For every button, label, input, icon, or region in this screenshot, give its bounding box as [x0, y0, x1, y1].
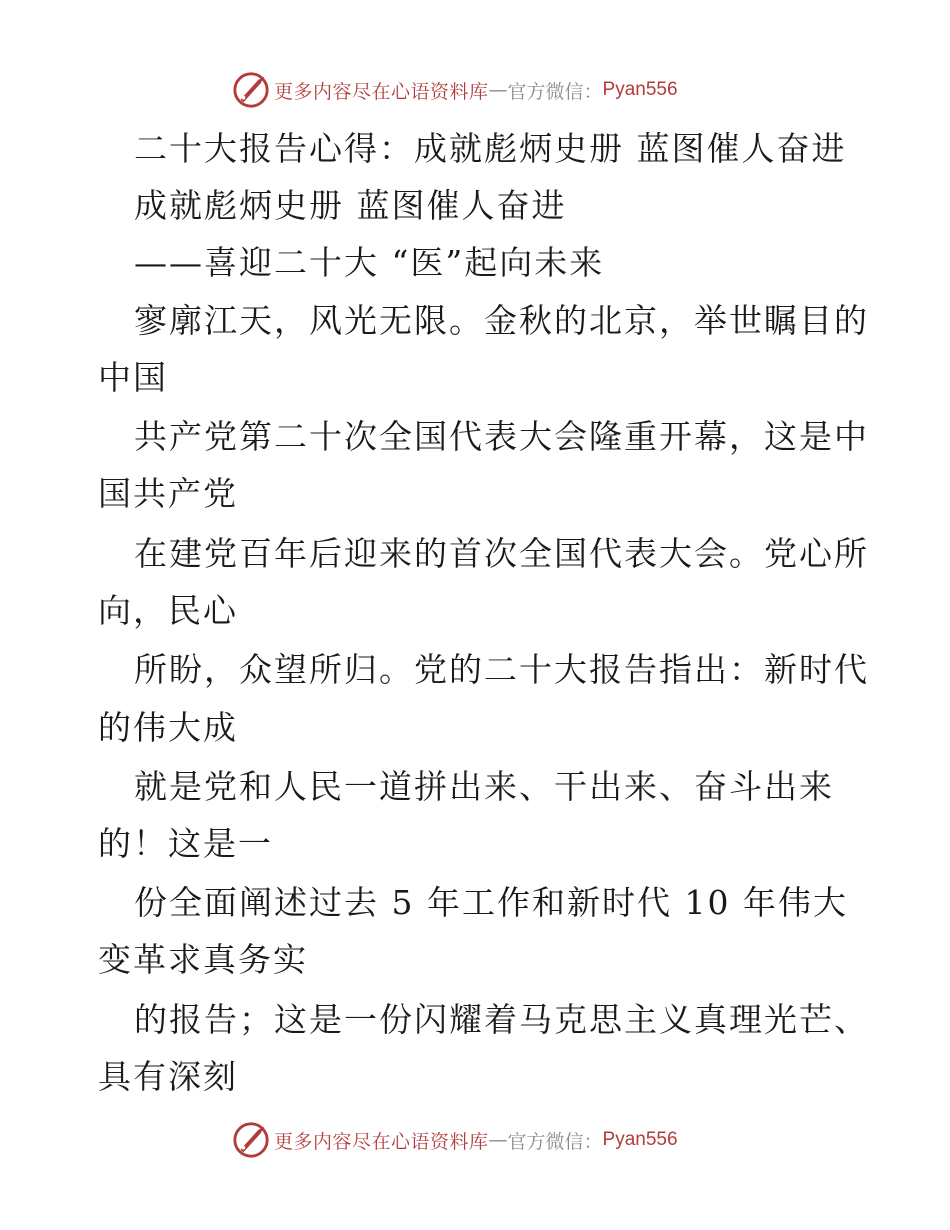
text-line: 的报告；这是一份闪耀着马克思主义真理光芒、: [134, 1000, 869, 1039]
text-line: 的伟大成: [98, 708, 238, 747]
document-tagline: ——喜迎二十大 “医”起向未来: [134, 243, 605, 282]
text-line: 份全面阐述过去 5 年工作和新时代 10 年伟大: [134, 883, 848, 922]
text-line: 具有深刻: [98, 1057, 238, 1096]
text-line: 寥廓江天，风光无限。金秋的北京，举世瞩目的: [134, 301, 869, 340]
header-banner: [232, 70, 752, 110]
banner-site-text: 更多内容尽在心语资料库: [274, 1130, 489, 1153]
banner-wechat-id: Pyan556: [602, 79, 678, 100]
quill-logo-icon: [232, 1121, 270, 1159]
banner-wechat-label: 官方微信：: [507, 80, 603, 103]
banner-wechat-label: 官方微信：: [507, 1130, 603, 1153]
text-line: 共产党第二十次全国代表大会隆重开幕，这是中: [134, 417, 869, 456]
text-line: 国共产党: [98, 474, 238, 513]
text-line: 向，民心: [98, 591, 238, 630]
banner-wechat-id: Pyan556: [602, 1129, 678, 1150]
banner-site-text: 更多内容尽在心语资料库: [274, 80, 489, 103]
text-line: 在建党百年后迎来的首次全国代表大会。党心所: [134, 534, 869, 573]
banner-separator: —: [488, 1129, 508, 1151]
footer-banner: [232, 1120, 752, 1160]
banner-separator: —: [488, 79, 508, 101]
document-title: 二十大报告心得：成就彪炳史册 蓝图催人奋进: [134, 129, 847, 168]
text-line: 就是党和人民一道拼出来、干出来、奋斗出来: [134, 767, 834, 806]
document-subtitle: 成就彪炳史册 蓝图催人奋进: [134, 186, 567, 225]
quill-logo-icon: [232, 71, 270, 109]
text-line: 所盼，众望所归。党的二十大报告指出：新时代: [134, 650, 869, 689]
text-line: 中国: [98, 358, 168, 397]
text-line: 的！这是一: [98, 824, 273, 863]
text-line: 变革求真务实: [98, 940, 308, 979]
